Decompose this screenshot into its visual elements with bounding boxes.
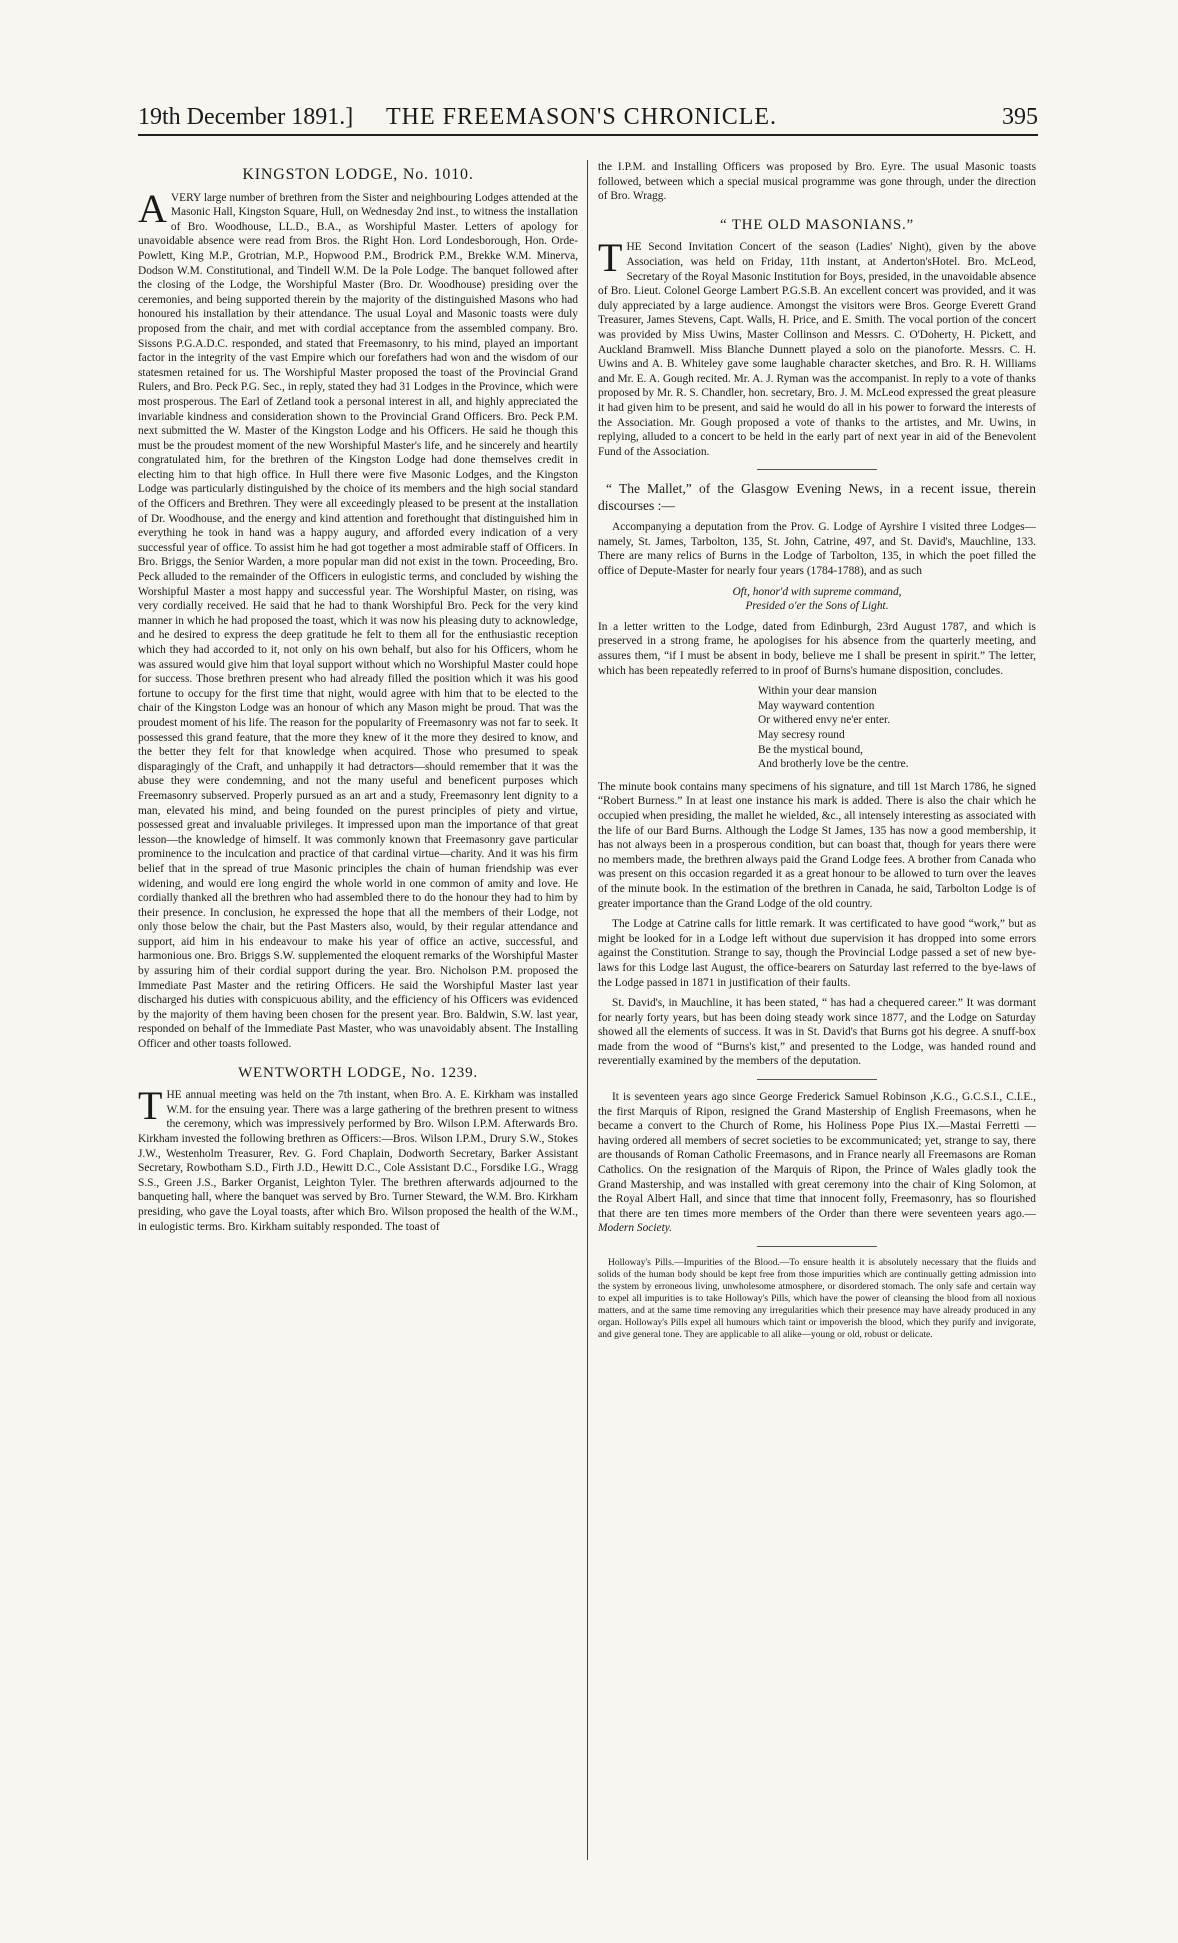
wentworth-heading: WENTWORTH LODGE, No. 1239. xyxy=(238,1064,478,1081)
mallet-para-2: In a letter written to the Lodge, dated from Edinburgh, 23rd August 1787, and which is preserved in a strong frame, he apologises for his absence from the quarterly meeting, and assures them, “if I must be absent in body, believe me I shall be present in spirit.” The letter, which has been repeatedly referred to in proof of Burns's humane disposition, concludes. xyxy=(598,620,1036,677)
mallet-verse-2: Within your dear mansion May wayward contention Or withered envy ne'er enter. May secresy round Be the mystical bound, And brotherly love be the centre. xyxy=(758,685,909,771)
ripon-para xyxy=(598,1090,1036,1236)
ripon-source: Modern Society. xyxy=(598,1222,673,1235)
mallet-para-4: The Lodge at Catrine calls for little remark. It was certificated to have good “work,” but as might be looked for in a Lodge left without due supervision it has dropped into some errors against the Constitution. Strange to say, though the Provincial Lodge passed a set of new bye-laws for this Lodge last August, the office-bearers on Saturday last referred to the bye-laws of the Lodge passed in 1871 in justification of their faults. xyxy=(598,918,1036,989)
mallet-heading: “ The Mallet,” of the Glasgow Evening News, in a recent issue, therein discourses :— xyxy=(598,481,1036,514)
old-masonians-body xyxy=(598,235,1036,459)
kingston-body xyxy=(138,185,578,1052)
old-masonians-dropcap: T xyxy=(598,235,623,281)
holloway-advert: Holloway's Pills.—Impurities of the Blood.—To ensure health it is absolutely necessary that the fluids and solids of the human body should be kept free from those impurities which are continually getting admission into the system by erroneous living, unwholesome atmosphere, or disordered stomach. The only safe and certain way to expel all impurities is to take Holloway's Pills, which have the power of cleansing the blood from all noxious matters, and at the same time removing any irregularities which their presence may have already produced in any organ. Holloway's Pills expel all humours which taint or impoverish the blood, which they purify and invigorate, and give general tone. They are applicable to all alike—young or old, robust or delicate. xyxy=(598,1258,1036,1340)
kingston-heading: KINGSTON LODGE, No. 1010. xyxy=(242,166,474,183)
mallet-para-5: St. David's, in Mauchline, it has been stated, “ has had a chequered career.” It was dormant for nearly forty years, but has been doing steady work since 1877, and the Lodge on Saturday showed all the elements of success. It was in St. David's that Burns got his degree. A snuff-box made from the wood of “Burns's kist,” and presented to the Lodge, was handed round and reverentially examined by the members of the deputation. xyxy=(598,997,1036,1068)
right-column xyxy=(598,160,1036,1863)
masthead xyxy=(138,100,1038,136)
section-separator xyxy=(757,469,877,470)
left-column xyxy=(138,160,578,1863)
section-separator-3 xyxy=(757,1246,877,1247)
old-masonians-heading: “ THE OLD MASONIANS.” xyxy=(719,216,914,233)
wentworth-text: HE annual meeting was held on the 7th instant, when Bro. A. E. Kirkham was installed W.M. for the ensuing year. There was a large gathering of the brethren present to witness the ceremony, which was impressively performed by Bro. Wilson I.P.M. Afterwards Bro. Kirkham invested the following brethren as Officers:—Bros. Wilson I.P.M., Drury S.W., Stokes J.W., Westenholm Treasurer, Rev. G. Ford Chaplain, Dodworth Secretary, Barker Assistant Secretary, Rowbotham S.D., Firth J.D., Hewitt D.C., Cole Assistant D.C., Forsdike I.G., Wragg S.S., Green J.S., Barker Organist, Leighton Tyler. The brethren afterwards adjourned to the banqueting hall, where the banquet was served by Bro. Turner Steward, the W.M. Bro. Kirkham presiding, who gave the Loyal toasts, after which Bro. Wilson proposed the health of the W.M., in eulogistic terms. Bro. Kirkham suitably responded. The toast of xyxy=(138,1089,578,1233)
kingston-text: VERY large number of brethren from the Sister and neighbouring Lodges attended at the Masonic Hall, Kingston Square, Hull, on Wednesday 2nd inst., to witness the installation of Bro. Woodhouse, LL.D., B.A., as Worshipful Master. Letters of apology for unavoidable absence were read from Bros. the Right Hon. Lord Londesborough, Hon. Orde-Powlett, King M.P., Grotrian, M.P., Hopwood P.M., Brodrick P.M., Brekke W.M. Minerva, Dodson W.M. Constitutional, and Tindell W.M. De la Pole Lodge. The banquet followed after the closing of the Lodge, the Worshipful Master (Bro. Dr. Woodhouse) presiding over the ceremonies, and being supported therein by the majority of the distinguished Masons who had honoured his installation by their attendance. The usual Loyal and Masonic toasts were duly proposed from the chair, and met with cordial acceptance from the assembled company. Bro. Sissons P.G.A.D.C. responded, and stated that Freemasonry, to his mind, played an important factor in the integrity of the vast Empire which our forefathers had won and the wisdom of our statesmen retained for us. The Worshipful Master proposed the toast of the Provincial Grand Rulers, and Bro. Peck P.G. Sec., in reply, stated they had 31 Lodges in the Province, which were most prosperous. The Earl of Zetland took a personal interest in all, and highly appreciated the invariable kindness and consideration shown to the Provincial Grand Officers. Bro. Peck P.M. next submitted the W. Master of the Kingston Lodge and his Officers. He said he though this must be the proudest moment of the new Worshipful Master's life, and he sincerely and heartily congratulated him, for the brethren of the Kingston Lodge had done themselves credit in electing him to that high office. In Hull there were five Masonic Lodges, and the Kingston Lodge was particularly distinguished by the choice of its members and the high social standard of the Officers and Brethren. They were all exceedingly pleased to be present at the installation of Dr. Woodhouse, and the energy and kind attention and forethought that distinguished him in everything he took in hand was a happy augury, and afforded every indication of a very successful year of office. To assist him he had got together a most admirable staff of Officers. In Bro. Briggs, the Senior Warden, a more popular man did not exist in the town. Proceeding, Bro. Peck alluded to the remainder of the Officers in eulogistic terms, and concluded by wishing the Worshipful Master a most happy and successful year. The Worshipful Master, on rising, was very cordially received. He said that he had to thank Worshipful Bro. Peck for the very kind manner in which he had proposed the toast, which it was now his pleasing duty to acknowledge, and he desired to express the deep gratitude he felt to them all for the enthusiastic reception which they had accorded to it, not only on his own behalf, but also for his Officers, whom he was assured would give him that loyal support without which no Worshipful Master could hope for success. Those brethren present who had already filled the position which it was his good fortune to occupy for the first time that night, would agree with him that to be elected to the chair of the Kingston Lodge was an honour of which any Mason might be proud. That was the proudest moment of his life. The reason for the popularity of Freemasonry was not far to seek. It possessed this grand feature, that the more they knew of it the more they desired to know, and the better they felt for that knowledge when acquired. Those who presumed to speak disparagingly of the Craft, and unhappily it had detractors—should remember that it was the abuse they were condemning, and not the many useful and beneficent purposes which Freemasonry subserved. Properly pursued as an art and a study, Freemasonry lent dignity to a man, elevated his mind, and being founded on the purest principles of piety and virtue, possessed great and invaluable privileges. It impressed upon man the importance of that great lesson—the knowledge of himself. It was commonly known that Freemasonry gave particular prominence to the inculcation and practice of that cardinal virtue—charity. And it was his firm belief that in the spread of true Masonic principles the chain of human friendship was ever widening, and would ere long engird the whole world in one common of amity and love. He cordially thanked all the brethren who had assembled there to do the honour they had to him by their presence. In conclusion, he expressed the hope that all the members of their Lodge, not only those below the chair, but the Past Masters also, would, by their regular attendance and support, aid him in his endeavour to make his year of office an active, successful, and harmonious one. Bro. Briggs S.W. supplemented the eloquent remarks of the Worshipful Master by assuring him of their cordial support during the year. Bro. Nicholson P.M. proposed the Immediate Past Master and the retiring Officers. He said the Worshipful Master last year discharged his duties with conspicuous ability, and the efficiency of his Officers was evidenced by the majority of them having been chosen for the present year. Bro. Baldwin, S.W. last year, responded on behalf of the Immediate Past Master, who was unavoidably absent. The Installing Officer and other toasts followed. xyxy=(138,191,578,1051)
mallet-para-1: Accompanying a deputation from the Prov. G. Lodge of Ayrshire I visited three Lodges—namely, St. James, Tarbolton, 135, St. John, Catrine, 497, and St. David's, Mauchline, 133. There are many relics of Burns in the Lodge of Tarbolton, 135, in which the poet filled the office of Depute-Master for nearly four years (1784-1788), and as such xyxy=(598,521,1036,578)
kingston-dropcap: A xyxy=(138,185,167,231)
column-divider xyxy=(587,160,588,1860)
mallet-verse-1: Oft, honor'd with supreme command, Presided o'er the Sons of Light. xyxy=(732,585,902,613)
masthead-rule xyxy=(138,134,1038,136)
wentworth-continued: the I.P.M. and Installing Officers was proposed by Bro. Eyre. The usual Masonic toasts followed, between which a special musical programme was gone through, under the direction of Bro. Wragg. xyxy=(598,161,1036,203)
wentworth-dropcap: T xyxy=(138,1083,163,1129)
mallet-para-3: The minute book contains many specimens of his signature, and till 1st March 1786, he signed “Robert Burness.” In at least one instance his mark is added. There is also the chair which he occupied when presiding, the mallet he wielded, &c., all intensely interesting as associated with the life of our Bard Burns. Although the Lodge St James, 135 has now a good membership, it has not always been in a prosperous condition, but can boast that, though for years there were no members made, the brethren always paid the Grand Lodge fees. A brother from Canada who was present on this occasion regarded it as a great honour to be allowed to turn over the leaves of the minute book. In the estimation of the brethren in Canada, he said, Tarbolton Lodge is of greater importance than the Grand Lodge of the old country. xyxy=(598,780,1036,910)
old-masonians-text: HE Second Invitation Concert of the season (Ladies' Night), given by the above Association, was held on Friday, 11th instant, at Anderton'sHotel. Bro. McLeod, Secretary of the Royal Masonic Institution for Boys, presided, in the unavoidable absence of Bro. Lieut. Colonel George Lambert P.G.S.B. An excellent concert was provided, and it was duly appreciated by a large audience. Amongst the visitors were Bros. George Everett Grand Treasurer, James Stevens, Capt. Walls, H. Price, and E. Smith. The vocal portion of the concert was provided by Miss Uwins, Master Collinson and Messrs. C. O'Doherty, H. Pickett, and Auckland Bramwell. Miss Blanche Dunnett played a solo on the pianoforte. Messrs. C. H. Uwins and A. B. Whiteley gave some laughable character sketches, and Bro. R. H. Williams and Mr. E. A. Gough recited. Mr. A. J. Ryman was the accompanist. In reply to a vote of thanks proposed by Mr. R. S. Chandler, hon. secretary, Bro. J. M. McLeod expressed the great pleasure it had given him to be present, and said he would do all in his power to forward the interests of the Association. Mr. Gough proposed a vote of thanks to the artistes, and Mr. Uwins, in replying, alluded to a concert to be held in the early part of next year in aid of the Benevolent Fund of the Association. xyxy=(598,241,1036,458)
issue-date: 19th December 1891.] xyxy=(138,104,354,130)
ripon-text: It is seventeen years ago since George Frederick Samuel Robinson ,K.G., G.C.S.I., C.I.E., the first Marquis of Ripon, resigned the Grand Mastership of English Freemasons, when he became a convert to the Church of Rome, his Holiness Pope Pius IX.—Mastai Ferretti —having ordered all members of secret societies to be excommunicated; yet, strange to say, there are thousands of Roman Catholic Freemasons, and in France nearly all Freemasons are Roman Catholics. On the resignation of the Marquis of Ripon, the Prince of Wales gladly took the Grand Mastership, and was installed with great ceremony into the chair of King Solomon, at the Royal Albert Hall, and since that time that innocent folly, Freemasonry, has so flourished that there are ten times more members of the Order than there were seventeen years ago.— xyxy=(598,1091,1036,1220)
page-number: 395 xyxy=(1002,104,1038,130)
wentworth-body xyxy=(138,1083,578,1234)
section-separator-2 xyxy=(757,1079,877,1080)
newspaper-title: THE FREEMASON'S CHRONICLE. xyxy=(386,104,778,130)
